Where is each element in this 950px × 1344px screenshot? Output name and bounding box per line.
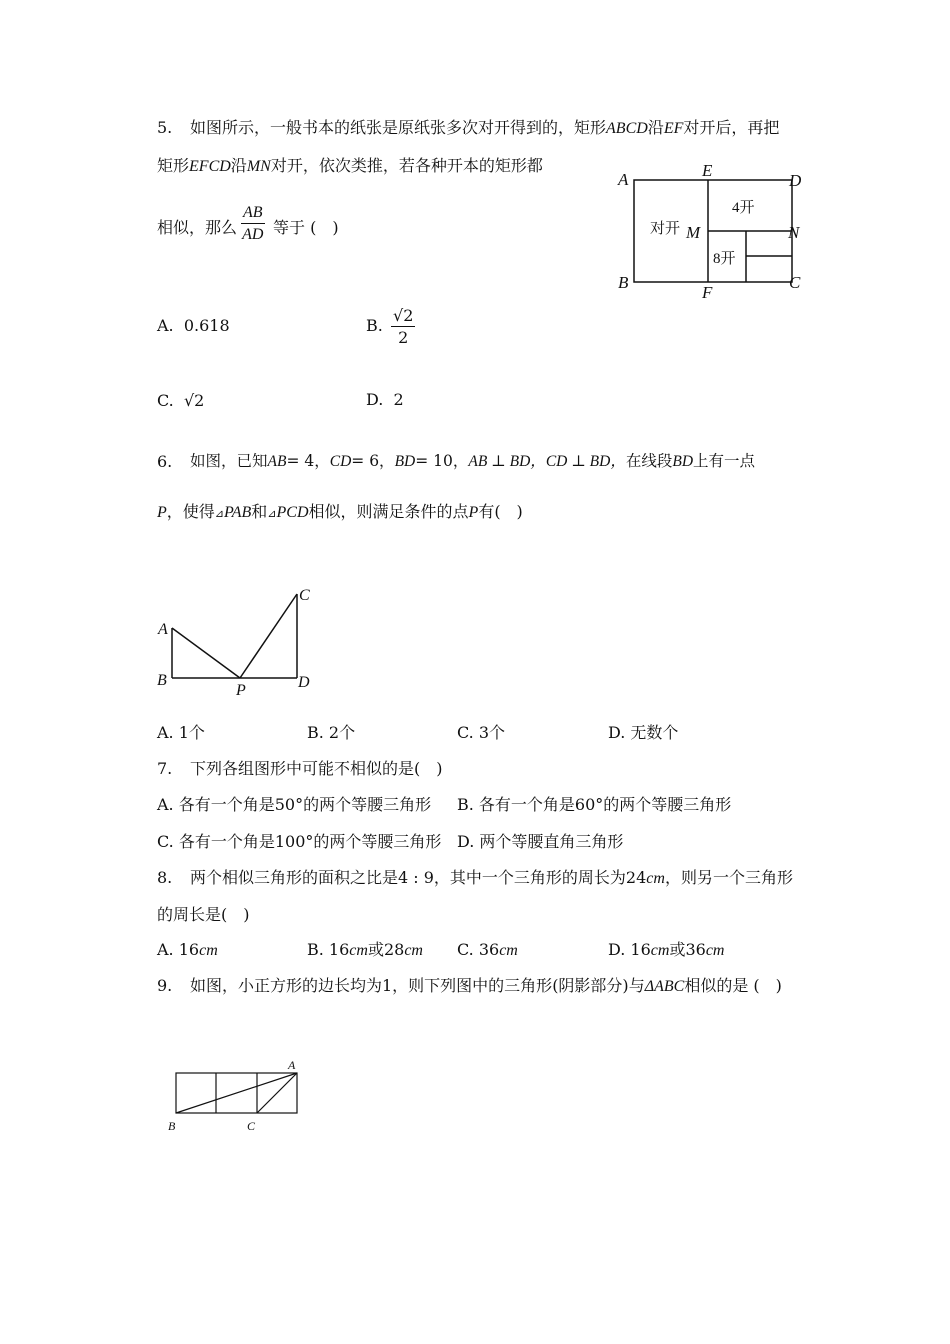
q5-option-b[interactable] [366, 318, 383, 334]
q7-number: 7. [157, 759, 173, 778]
q5-line2-b: 对开，依次类推，若各种开本的矩形都 [270, 156, 543, 175]
q5-option-c[interactable] [157, 393, 204, 409]
q5-label-8: 8开 [713, 251, 736, 267]
q6-bd: BD [394, 453, 416, 470]
q6-line1-a: 如图，已知 [190, 452, 268, 470]
q6-line2-a: ，使得 [166, 502, 215, 521]
q6-eq4: = 4， [286, 452, 330, 470]
q6-option-d[interactable]: D. 无数个 [608, 723, 679, 742]
q6-label-d: D [298, 674, 310, 691]
q6-option-c[interactable]: C. 3个 [457, 723, 506, 742]
q5-along2: 沿 [230, 156, 247, 175]
q5-option-b-den: 2 [398, 328, 409, 347]
q8-option-a-unit: cm [199, 942, 218, 959]
q9-abc: ΔABC [644, 978, 685, 995]
q6-eq10: = 10， [415, 452, 469, 470]
q6-line1-b: 在线段 [625, 452, 673, 470]
q5-line1-a: 如图所示，一般书本的纸张是原纸张多次对开得到的，矩形 [190, 118, 607, 137]
q5-mn: MN [246, 158, 271, 175]
q9-label-b: B [168, 1119, 176, 1133]
q5-label-4: 4开 [732, 200, 755, 216]
q7-stem: 下列各组图形中可能不相似的是( ) [190, 759, 443, 778]
q8-option-d-mid: 或36 [669, 940, 706, 959]
q6-tri-2: ⊿ [267, 507, 277, 520]
q5-text-line2 [157, 158, 543, 175]
q8-option-b-unit: cm [349, 942, 368, 959]
q6-line2-c: 有( ) [478, 502, 523, 521]
q5-label-m: M [686, 223, 701, 242]
q5-option-a-value: 0.618 [183, 316, 230, 335]
q8-option-d-unit2: cm [705, 942, 725, 959]
q6-and: 和 [251, 502, 268, 521]
q6-label-p: P [236, 682, 246, 699]
q5-abcd: ABCD [606, 120, 648, 137]
q8-line1-a: 两个相似三角形的面积之比是4 : 9，其中一个三角形的周长为24 [190, 868, 647, 887]
q5-option-a-letter: A. [157, 316, 174, 335]
q5-label-n: N [788, 223, 800, 242]
q8-text-line1 [190, 870, 793, 887]
q7-option-b[interactable]: B. 各有一个角是60°的两个等腰三角形 [457, 795, 732, 814]
q6-label-a: A [158, 621, 168, 638]
q6-option-a[interactable]: A. 1个 [157, 723, 205, 742]
q5-text-line1 [190, 120, 779, 137]
q9-text-line1 [190, 978, 782, 995]
q6-cd: CD [329, 453, 352, 470]
q8-option-d[interactable] [608, 942, 724, 959]
q8-option-b-unit2: cm [404, 942, 423, 959]
q8-option-a-num: A. 16 [157, 940, 200, 959]
q5-option-b-fraction [391, 308, 415, 346]
q7-option-d[interactable]: D. 两个等腰直角三角形 [457, 832, 624, 851]
q9-seg-ba [176, 1073, 297, 1113]
q5-label-d: D [789, 171, 802, 190]
q5-efcd: EFCD [189, 158, 231, 175]
q5-ef: EF [663, 120, 684, 137]
q5-label-half: 对开 [650, 221, 681, 237]
q6-bd2: BD [672, 453, 694, 470]
q5-option-c-value: √2 [183, 391, 205, 410]
q5-frac-num: AB [241, 205, 265, 224]
q8-option-d-num: D. 16 [608, 940, 651, 959]
q9-line1-b: 与 [628, 976, 645, 995]
q6-label-b: B [157, 672, 167, 689]
q8-option-a[interactable] [157, 942, 218, 959]
q9-figure [160, 1055, 320, 1140]
q9-label-c: C [247, 1119, 256, 1133]
q5-line3-a: 相似，那么 [157, 218, 238, 237]
q7-option-a[interactable]: A. 各有一个角是50°的两个等腰三角形 [157, 795, 432, 814]
q8-option-c-unit: cm [499, 942, 518, 959]
q8-number: 8. [157, 868, 173, 887]
q6-pab: PAB [224, 504, 252, 521]
q6-figure [150, 580, 330, 700]
q6-seg-pc [240, 594, 297, 678]
q5-along: 沿 [647, 118, 664, 137]
q6-text-line1 [190, 454, 755, 470]
q8-option-b-num: B. 16 [307, 940, 350, 959]
q6-label-c: C [299, 587, 310, 604]
q5-option-d-value: 2 [393, 390, 404, 409]
q6-line1-c: 上有一点 [693, 452, 756, 470]
q5-option-c-letter: C. [157, 391, 174, 410]
q5-label-f: F [702, 283, 713, 300]
q6-pcd: PCD [276, 504, 309, 521]
q5-option-a[interactable] [157, 318, 230, 334]
q8-option-d-unit: cm [650, 942, 670, 959]
q5-option-d-letter: D. [366, 390, 384, 409]
q5-option-b-num: √2 [393, 306, 414, 325]
q6-option-b[interactable]: B. 2个 [307, 723, 356, 742]
q8-option-b-mid: 或28 [367, 940, 405, 959]
q6-ab: AB [267, 453, 287, 470]
q8-option-b[interactable] [307, 942, 423, 959]
q6-seg-ap [172, 628, 240, 678]
q5-option-d[interactable] [366, 392, 404, 408]
q5-figure [610, 160, 810, 300]
q9-number: 9. [157, 976, 173, 995]
q5-label-e: E [702, 161, 713, 180]
q6-tri-1: ⊿ [214, 507, 225, 520]
q5-label-b: B [618, 273, 629, 292]
q8-text-line2: 的周长是( ) [157, 905, 250, 924]
q6-perp2: CD ⊥ BD， [545, 453, 626, 470]
q6-text-line2 [157, 504, 523, 521]
q8-option-c[interactable] [457, 942, 518, 959]
q6-eq6: = 6， [351, 452, 395, 470]
q6-p2: P [468, 504, 479, 521]
q5-number: 5. [157, 118, 173, 137]
q5-line1-b: 对开后，再把 [683, 118, 780, 137]
q8-cm: cm [646, 870, 665, 887]
q6-line2-b: 相似，则满足条件的点 [308, 502, 469, 521]
q9-paren: (阴影部分) [552, 976, 629, 995]
q9-line1-c: 相似的是 ( ) [684, 976, 782, 995]
q5-option-b-letter: B. [366, 316, 383, 335]
q6-perp1: AB ⊥ BD， [468, 453, 546, 470]
q7-option-c[interactable]: C. 各有一个角是100°的两个等腰三角形 [157, 832, 442, 851]
q5-label-a: A [618, 170, 629, 189]
q5-label-c: C [789, 273, 801, 292]
q5-line3-b: 等于 ( ) [273, 218, 339, 237]
q5-line2-a: 矩形 [157, 156, 190, 175]
q5-fraction [241, 205, 265, 243]
q8-line1-b: ，则另一个三角形 [664, 868, 793, 887]
q9-line1-a: 如图，小正方形的边长均为1，则下列图中的三角形 [190, 976, 553, 995]
q5-frac-den: AD [242, 226, 264, 243]
q6-p: P [157, 504, 167, 521]
q9-label-a: A [288, 1058, 296, 1072]
q6-number: 6. [157, 452, 173, 471]
q8-option-c-num: C. 36 [457, 940, 500, 959]
